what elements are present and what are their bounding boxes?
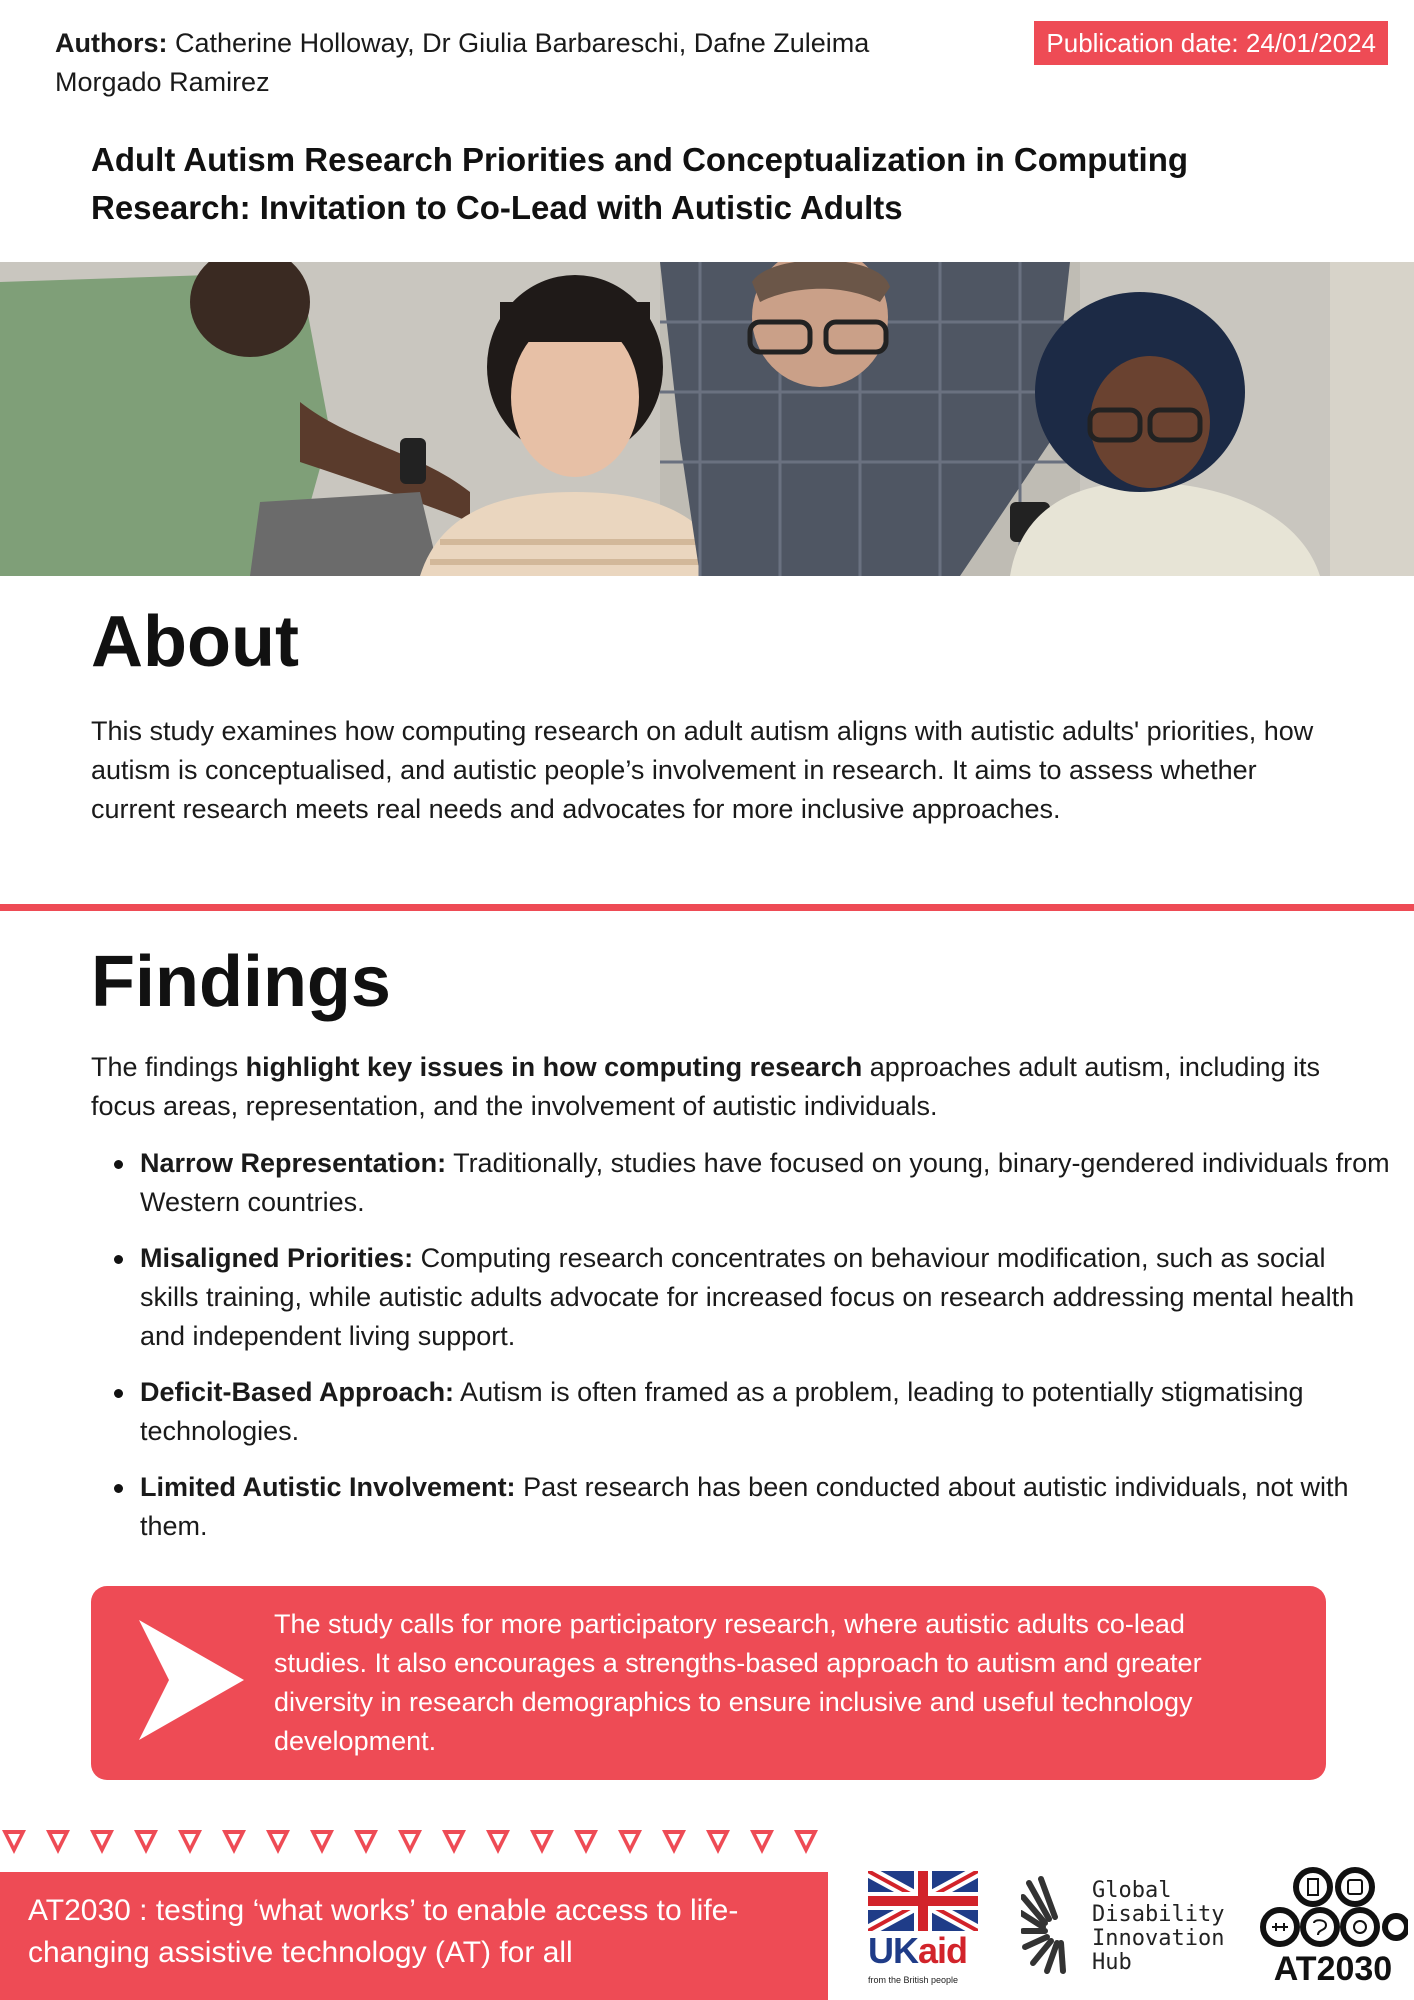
list-item-text: Autism is often framed as a problem, leading to potentially stigmatising technologies. [140,1377,1304,1446]
gdi-line: Disability [1092,1902,1225,1927]
callout-text: The study calls for more participatory research, where autistic adults co-lead studies. It also encourages a strengths-based approach to autism and greater diversity in research demographics to ensure inclusive and useful technology development. [274,1609,1202,1756]
list-item-label: Limited Autistic Involvement: [140,1472,516,1502]
list-item [140,1239,1390,1356]
authors-label: Authors: [55,28,168,58]
list-item [140,1468,1390,1546]
authors-names: Catherine Holloway, Dr Giulia Barbareschi, Dafne Zuleima Morgado Ramirez [55,28,870,97]
bullet-icon [114,1160,123,1169]
list-item-text: Traditionally, studies have focused on young, binary-gendered individuals from Western countries. [140,1148,1390,1217]
publication-date-badge: Publication date: 24/01/2024 [1034,21,1388,65]
callout-box [91,1586,1326,1780]
list-item-label: Deficit-Based Approach: [140,1377,455,1407]
partner-logos [828,1845,1414,2000]
gdi-hub-logo-icon [1021,1875,1085,1975]
bullet-icon [114,1484,123,1493]
ukaid-subtitle: from the British people [868,1975,959,1985]
about-heading: About [91,602,299,682]
authors-line [55,24,875,102]
findings-intro-start: The findings [91,1052,246,1082]
union-flag-icon [868,1871,978,1931]
bullet-icon [114,1389,123,1398]
findings-list [91,1144,1390,1563]
list-item-text: Computing research concentrates on behaviour modification, such as social skills training, while autistic adults advocate for increased focus on research addressing mental health and independent living support. [140,1243,1355,1351]
about-text: This study examines how computing research on adult autism aligns with autistic adults' priorities, how autism is conceptualised, and autistic people’s involvement in research. It aims to assess whether current research meets real needs and advocates for more inclusive approaches. [91,716,1314,824]
document-title: Adult Autism Research Priorities and Conceptualization in Computing Research: Invitation to Co-Lead with Autistic Adults [91,141,1189,226]
ukaid-logo [868,1931,967,1971]
list-item [140,1373,1390,1451]
footer-tagline: AT2030 : testing ‘what works’ to enable access to life-changing assistive technology (AT) for all [28,1894,739,1969]
findings-intro-bold: highlight key issues in how computing research [245,1052,863,1082]
list-item-label: Narrow Representation: [140,1148,447,1178]
gdi-line: Hub [1092,1950,1132,1975]
list-item-label: Misaligned Priorities: [140,1243,414,1273]
list-item-text: Past research has been conducted about autistic individuals, not with them. [140,1472,1349,1541]
hero-photo-illustration [0,262,1414,576]
at2030-icons-logo [1258,1865,1408,1949]
findings-intro-end: approaches adult autism, including its focus areas, representation, and the involvement of autistic individuals. [91,1052,1320,1121]
ukaid-uk: UK [868,1930,918,1971]
chevron-right-icon [139,1620,249,1740]
triangle-pattern-decoration [0,1826,830,1862]
footer-tagline-band [0,1872,828,2000]
gdi-line: Global [1092,1878,1172,1903]
gdi-line: Innovation [1092,1926,1225,1951]
findings-heading: Findings [91,942,391,1022]
hero-photo [0,262,1414,576]
ukaid-aid: aid [918,1930,968,1971]
gdi-hub-logo-text [1092,1879,1252,1975]
bullet-icon [114,1255,123,1264]
section-divider [0,904,1414,911]
list-item [140,1144,1390,1222]
findings-intro [91,1048,1341,1126]
at2030-logo-text: AT2030 [1273,1950,1393,1988]
